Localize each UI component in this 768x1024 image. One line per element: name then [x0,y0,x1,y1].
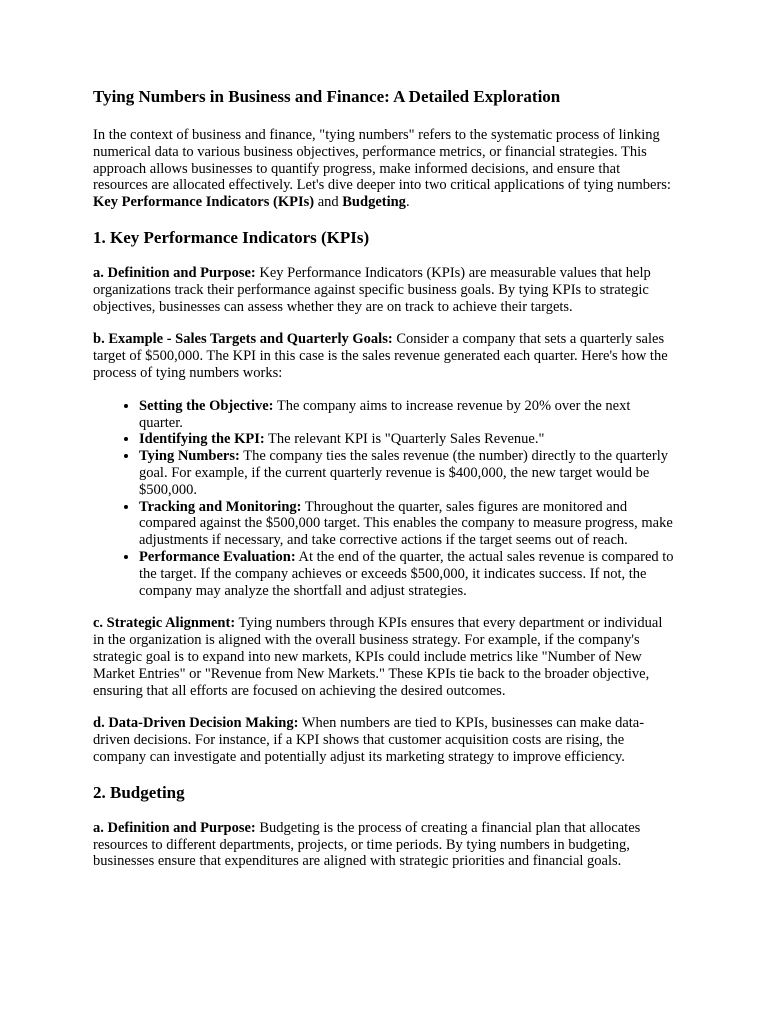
list-item-label: Performance Evaluation: [139,548,296,565]
list-item-text: Throughout the quarter, sales figures are monitored and compared against the $500,000 target. This enables the company to measure progress, make adjustments if necessary, and take corrective actions if the target seems out of reach. [139,498,673,549]
intro-paragraph [93,127,675,211]
section1-heading: 1. Key Performance Indicators (KPIs) [93,227,370,247]
list-item-text: The company aims to increase revenue by 20% over the next quarter. [139,397,631,431]
intro-budgeting-bold: Budgeting [342,194,406,211]
list-item [139,398,675,432]
list-item [139,499,675,549]
budget-definition-paragraph [93,820,675,870]
list-item-text: The relevant KPI is "Quarterly Sales Revenue." [264,431,545,448]
strategic-alignment-label: c. Strategic Alignment: [93,615,236,632]
intro-end: . [405,194,410,211]
budget-definition-text: Budgeting is the process of creating a financial plan that allocates resources to different departments, projects, or time periods. By tying numbers in budgeting, businesses ensure that expenditures are aligned with strategic priorities and financial goals. [93,819,641,870]
list-item-text: The company ties the sales revenue (the number) directly to the quarterly goal. For example, if the current quarterly revenue is $400,000, the new target would be $500,000. [139,448,668,498]
data-driven-paragraph [93,715,675,765]
kpi-example-label: b. Example - Sales Targets and Quarterly Goals: [93,331,393,348]
intro-and: and [314,194,343,211]
document-title: Tying Numbers in Business and Finance: A Detailed Exploration [93,87,561,106]
list-item [139,549,675,599]
list-item-label: Setting the Objective: [139,397,274,414]
kpi-example-paragraph [93,331,675,381]
section2-heading: 2. Budgeting [93,782,185,802]
intro-text: In the context of business and finance, "tying numbers" refers to the systematic process of linking numerical data to various business objectives, performance metrics, or financial strategies. This approach allows businesses to quantify progress, make informed decisions, and ensure that resources are allocated effectively. Let's dive deeper into two critical applications of tying numbers: [93,127,671,194]
list-item-label: Tying Numbers: [139,448,240,465]
budget-definition-label: a. Definition and Purpose: [93,819,256,836]
intro-kpi-bold: Key Performance Indicators (KPIs) [93,194,315,211]
list-item-text: At the end of the quarter, the actual sales revenue is compared to the target. If the company achieves or exceeds $500,000, it indicates success. If not, the company may analyze the shortfall and adjust strategies. [139,548,674,599]
strategic-alignment-text: Tying numbers through KPIs ensures that every department or individual in the organization is aligned with the overall business strategy. For example, if the company's strategic goal is to expand into new markets, KPIs could include metrics like "Number of New Market Entries" or "Revenue from New Markets." These KPIs tie back to the broader objective, ensuring that all efforts are focused on achieving the desired outcomes. [93,615,663,699]
kpi-example-text: Consider a company that sets a quarterly sales target of $500,000. The KPI in this case is the sales revenue generated each quarter. Here's how the process of tying numbers works: [93,331,668,381]
kpi-definition-paragraph [93,265,675,315]
list-item [139,431,675,448]
kpi-process-list [93,398,675,600]
list-item-label: Identifying the KPI: [139,431,265,448]
list-item-label: Tracking and Monitoring: [139,498,302,515]
kpi-definition-text: Key Performance Indicators (KPIs) are measurable values that help organizations track their performance against specific business goals. By tying KPIs to strategic objectives, businesses can assess whether they are on track to achieve their targets. [93,264,651,315]
kpi-definition-label: a. Definition and Purpose: [93,264,256,281]
data-driven-text: When numbers are tied to KPIs, businesses can make data-driven decisions. For instance, if a KPI shows that customer acquisition costs are rising, the company can investigate and potentially adjust its marketing strategy to improve efficiency. [93,715,645,765]
data-driven-label: d. Data-Driven Decision Making: [93,715,299,732]
strategic-alignment-paragraph [93,615,675,699]
list-item [139,448,675,498]
